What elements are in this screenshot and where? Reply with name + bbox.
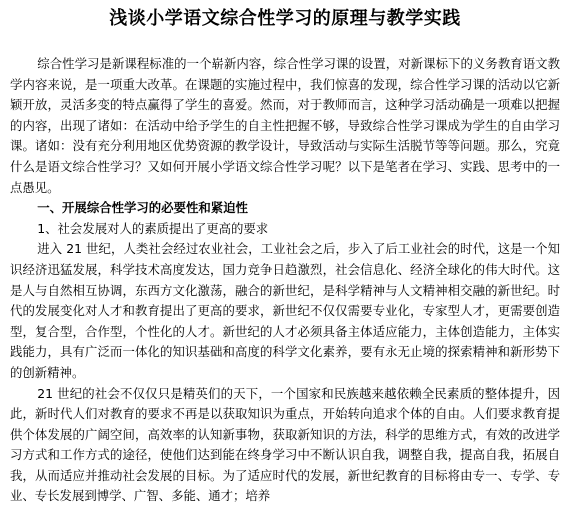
body-paragraph: 21 世纪的社会不仅仅只是精英们的天下，一个国家和民族越来越依赖全民素质的整体提升，因此，新时代人们对教育的要求不再是以获取知识为重点，开始转向追求个体的自由。人们要求教育提供个体发展的广阔空间，高效率的认知新事物，获取新知识的方法，科学的思维方式，有效的改进学习方式和工作方式的途径，使他们达到能在终身学习中不断认识自我，调整自我，提高自我，拓展自我，从而适应并推动社会发展的目标。为了适应时代的发展，新世纪教育的目标将由专一、专学、专业、专长发展到博学、广智、多能、通才；培养 (10, 385, 560, 504)
intro-paragraph: 综合性学习是新课程标准的一个崭新内容，综合性学习课的设置，对新课标下的义务教育语文教学内容来说，是一项重大改革。在课题的实施过程中，我们惊喜的发现，综合性学习课的活动以它新颖开放，灵活多变的特点赢得了学生的喜爱。然而，对于教师而言，这种学习活动确是一项难以把握的内容，出现了诸如：在活动中给予学生的自主性把握不够，导致综合性学习课成为学生的自由学习课。诸如：没有充分利用地区优势资源的教学设计，导致活动与实际生活脱节等等问题。那么，究竟什么是语文综合性学习？又如何开展小学语文综合性学习呢？以下是笔者在学习、实践、思考中的一点愚见。 (10, 56, 560, 195)
body-paragraph: 进入 21 世纪，人类社会经过农业社会，工业社会之后，步入了后工业社会的时代，这是一个知识经济迅猛发展，科学技术高度发达，国力竞争日趋激烈，社会信息化、经济全球化的伟大时代。这是人与自然相互协调，东西方文化激荡，融合的新世纪，是科学精神与人文精神相交融的新世纪。时代的发展变化对人才和教育提出了更高的要求，新世纪不仅仅需要专业化，专家型人才，更需要创造型，复合型，合作型，个性化的人才。新世纪的人才必须具备主体适应能力，主体创造能力，主体实践能力，具有广泛而一体化的知识基础和高度的科学文化素养，要有永无止境的探索精神和新形势下的创新精神。 (10, 241, 560, 380)
subsection-heading: 1、社会发展对人的素质提出了更高的要求 (37, 220, 269, 236)
document-body (10, 54, 560, 507)
document-title: 浅谈小学语文综合性学习的原理与教学实践 (109, 8, 461, 29)
section-heading: 一、开展综合性学习的必要性和紧迫性 (37, 200, 248, 216)
